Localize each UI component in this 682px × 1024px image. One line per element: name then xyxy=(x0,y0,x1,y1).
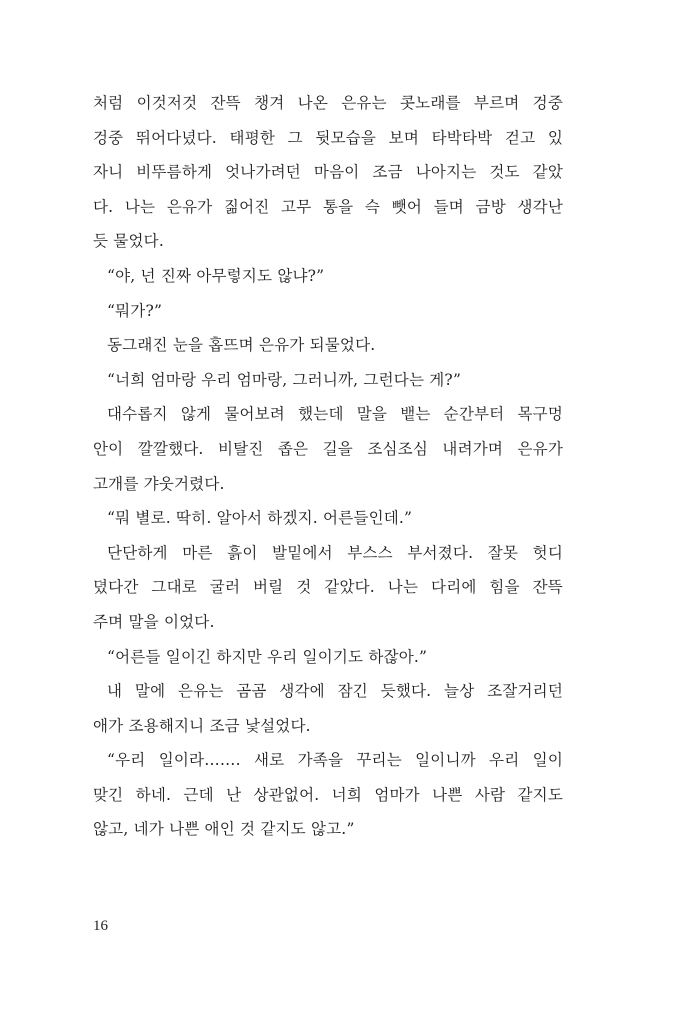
text-line: 내 말에 은유는 곰곰 생각에 잠긴 듯했다. 늘상 조잘거리던 xyxy=(107,682,563,701)
body-text xyxy=(93,86,563,847)
dialogue-line: 맞긴 하네. 근데 난 상관없어. 너희 엄마가 나쁜 사람 같지도 xyxy=(93,785,563,804)
dialogue-line: “어른들 일이긴 하지만 우리 일이기도 하잖아.” xyxy=(107,647,428,666)
text-line: 듯 물었다. xyxy=(93,232,164,251)
dialogue-line: “뭐 별로. 딱히. 알아서 하겠지. 어른들인데.” xyxy=(107,509,413,528)
text-line: 동그래진 눈을 홉뜨며 은유가 되물었다. xyxy=(107,336,376,355)
text-line: 다. 나는 은유가 짊어진 고무 통을 슥 뺏어 들며 금방 생각난 xyxy=(93,197,563,216)
text-line: 단단하게 마른 흙이 발밑에서 부스스 부서졌다. 잘못 헛디 xyxy=(107,543,563,562)
dialogue-line: “우리 일이라……. 새로 가족을 꾸리는 일이니까 우리 일이 xyxy=(107,751,563,770)
text-line: 대수롭지 않게 물어보려 했는데 말을 뱉는 순간부터 목구멍 xyxy=(107,405,563,424)
text-line: 처럼 이것저것 잔뜩 챙겨 나온 은유는 콧노래를 부르며 겅중 xyxy=(93,94,563,112)
dialogue-line: “야, 넌 진짜 아무렇지도 않냐?” xyxy=(107,266,325,285)
page-number: 16 xyxy=(93,918,108,934)
text-line: 애가 조용해지니 조금 낯설었다. xyxy=(93,716,311,735)
text-line: 고개를 갸웃거렸다. xyxy=(93,474,225,493)
text-line: 자니 비뚜름하게 엇나가려던 마음이 조금 나아지는 것도 같았 xyxy=(93,163,563,182)
dialogue-line: “너희 엄마랑 우리 엄마랑, 그러니까, 그런다는 게?” xyxy=(107,370,462,389)
dialogue-line: “뭐가?” xyxy=(107,301,163,320)
text-line: 안이 깔깔했다. 비탈진 좁은 길을 조심조심 내려가며 은유가 xyxy=(93,439,563,458)
text-line: 주며 말을 이었다. xyxy=(93,612,215,631)
text-line: 뎠다간 그대로 굴러 버릴 것 같았다. 나는 다리에 힘을 잔뜩 xyxy=(93,578,563,597)
text-line: 겅중 뛰어다녔다. 태평한 그 뒷모습을 보며 타박타박 걷고 있 xyxy=(93,128,563,147)
dialogue-line: 않고, 네가 나쁜 애인 것 같지도 않고.” xyxy=(93,820,355,839)
